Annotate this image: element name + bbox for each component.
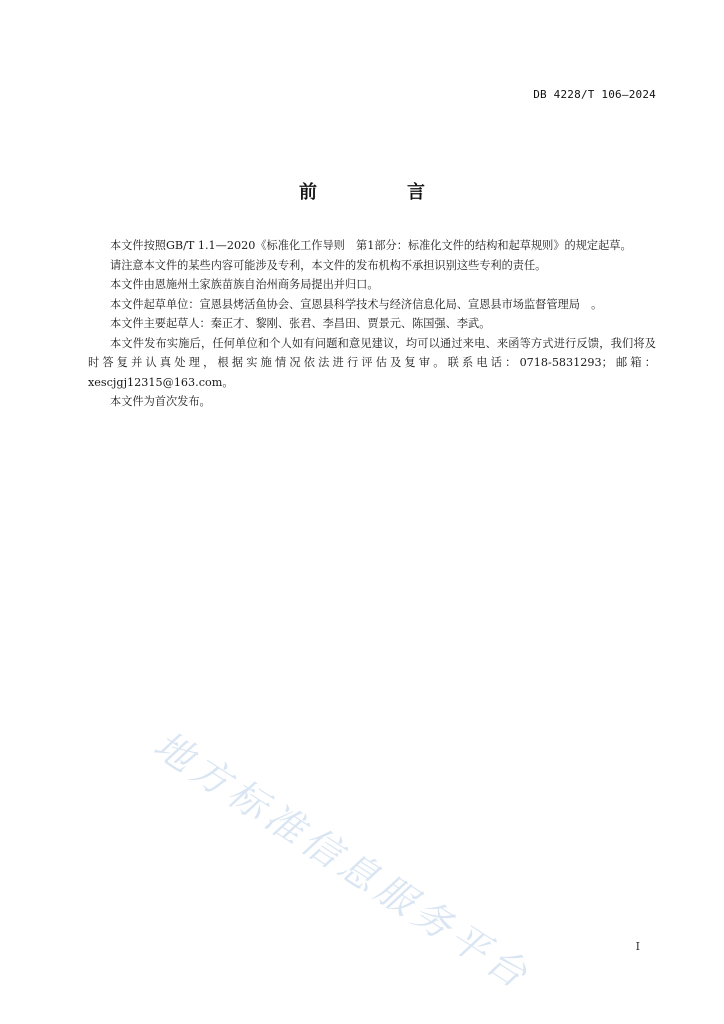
watermark: 地方标准信息服务平台 [146,722,540,1000]
paragraph-proposer: 本文件由恩施州土家族苗族自治州商务局提出并归口。 [110,278,379,291]
document-code: DB 4228/T 106—2024 [533,88,656,101]
paragraph-patent-notice: 请注意本文件的某些内容可能涉及专利，本文件的发布机构不承担识别这些专利的责任。 [110,258,547,272]
paragraph-drafting-rules: 本文件按照GB/T 1.1—2020《标准化工作导则 第1部分：标准化文件的结构和起草规则》的规定起草。 [110,239,632,252]
paragraph-drafters: 本文件主要起草人：秦正才、黎刚、张君、李昌田、贾景元、陈国强、李武。 [110,317,491,330]
paragraph-drafting-units: 本文件起草单位：宣恩县烤活鱼协会、宣恩县科学技术与经济信息化局、宣恩县市场监督管理局 。 [110,297,603,311]
paragraph-feedback-contact: 本文件发布实施后，任何单位和个人如有问题和意见建议，均可以通过来电、来函等方式进行反馈，我们将及时答复并认真处理，根据实施情况依法进行评估及复审。联系电话：0718-5831293；邮箱：xescjgj12315@163.com。 [88,336,656,389]
foreword-body [88,236,656,412]
paragraph-first-release: 本文件为首次发布。 [110,395,211,408]
page-title: 前 言 [299,182,461,203]
page-number: I [635,940,640,953]
